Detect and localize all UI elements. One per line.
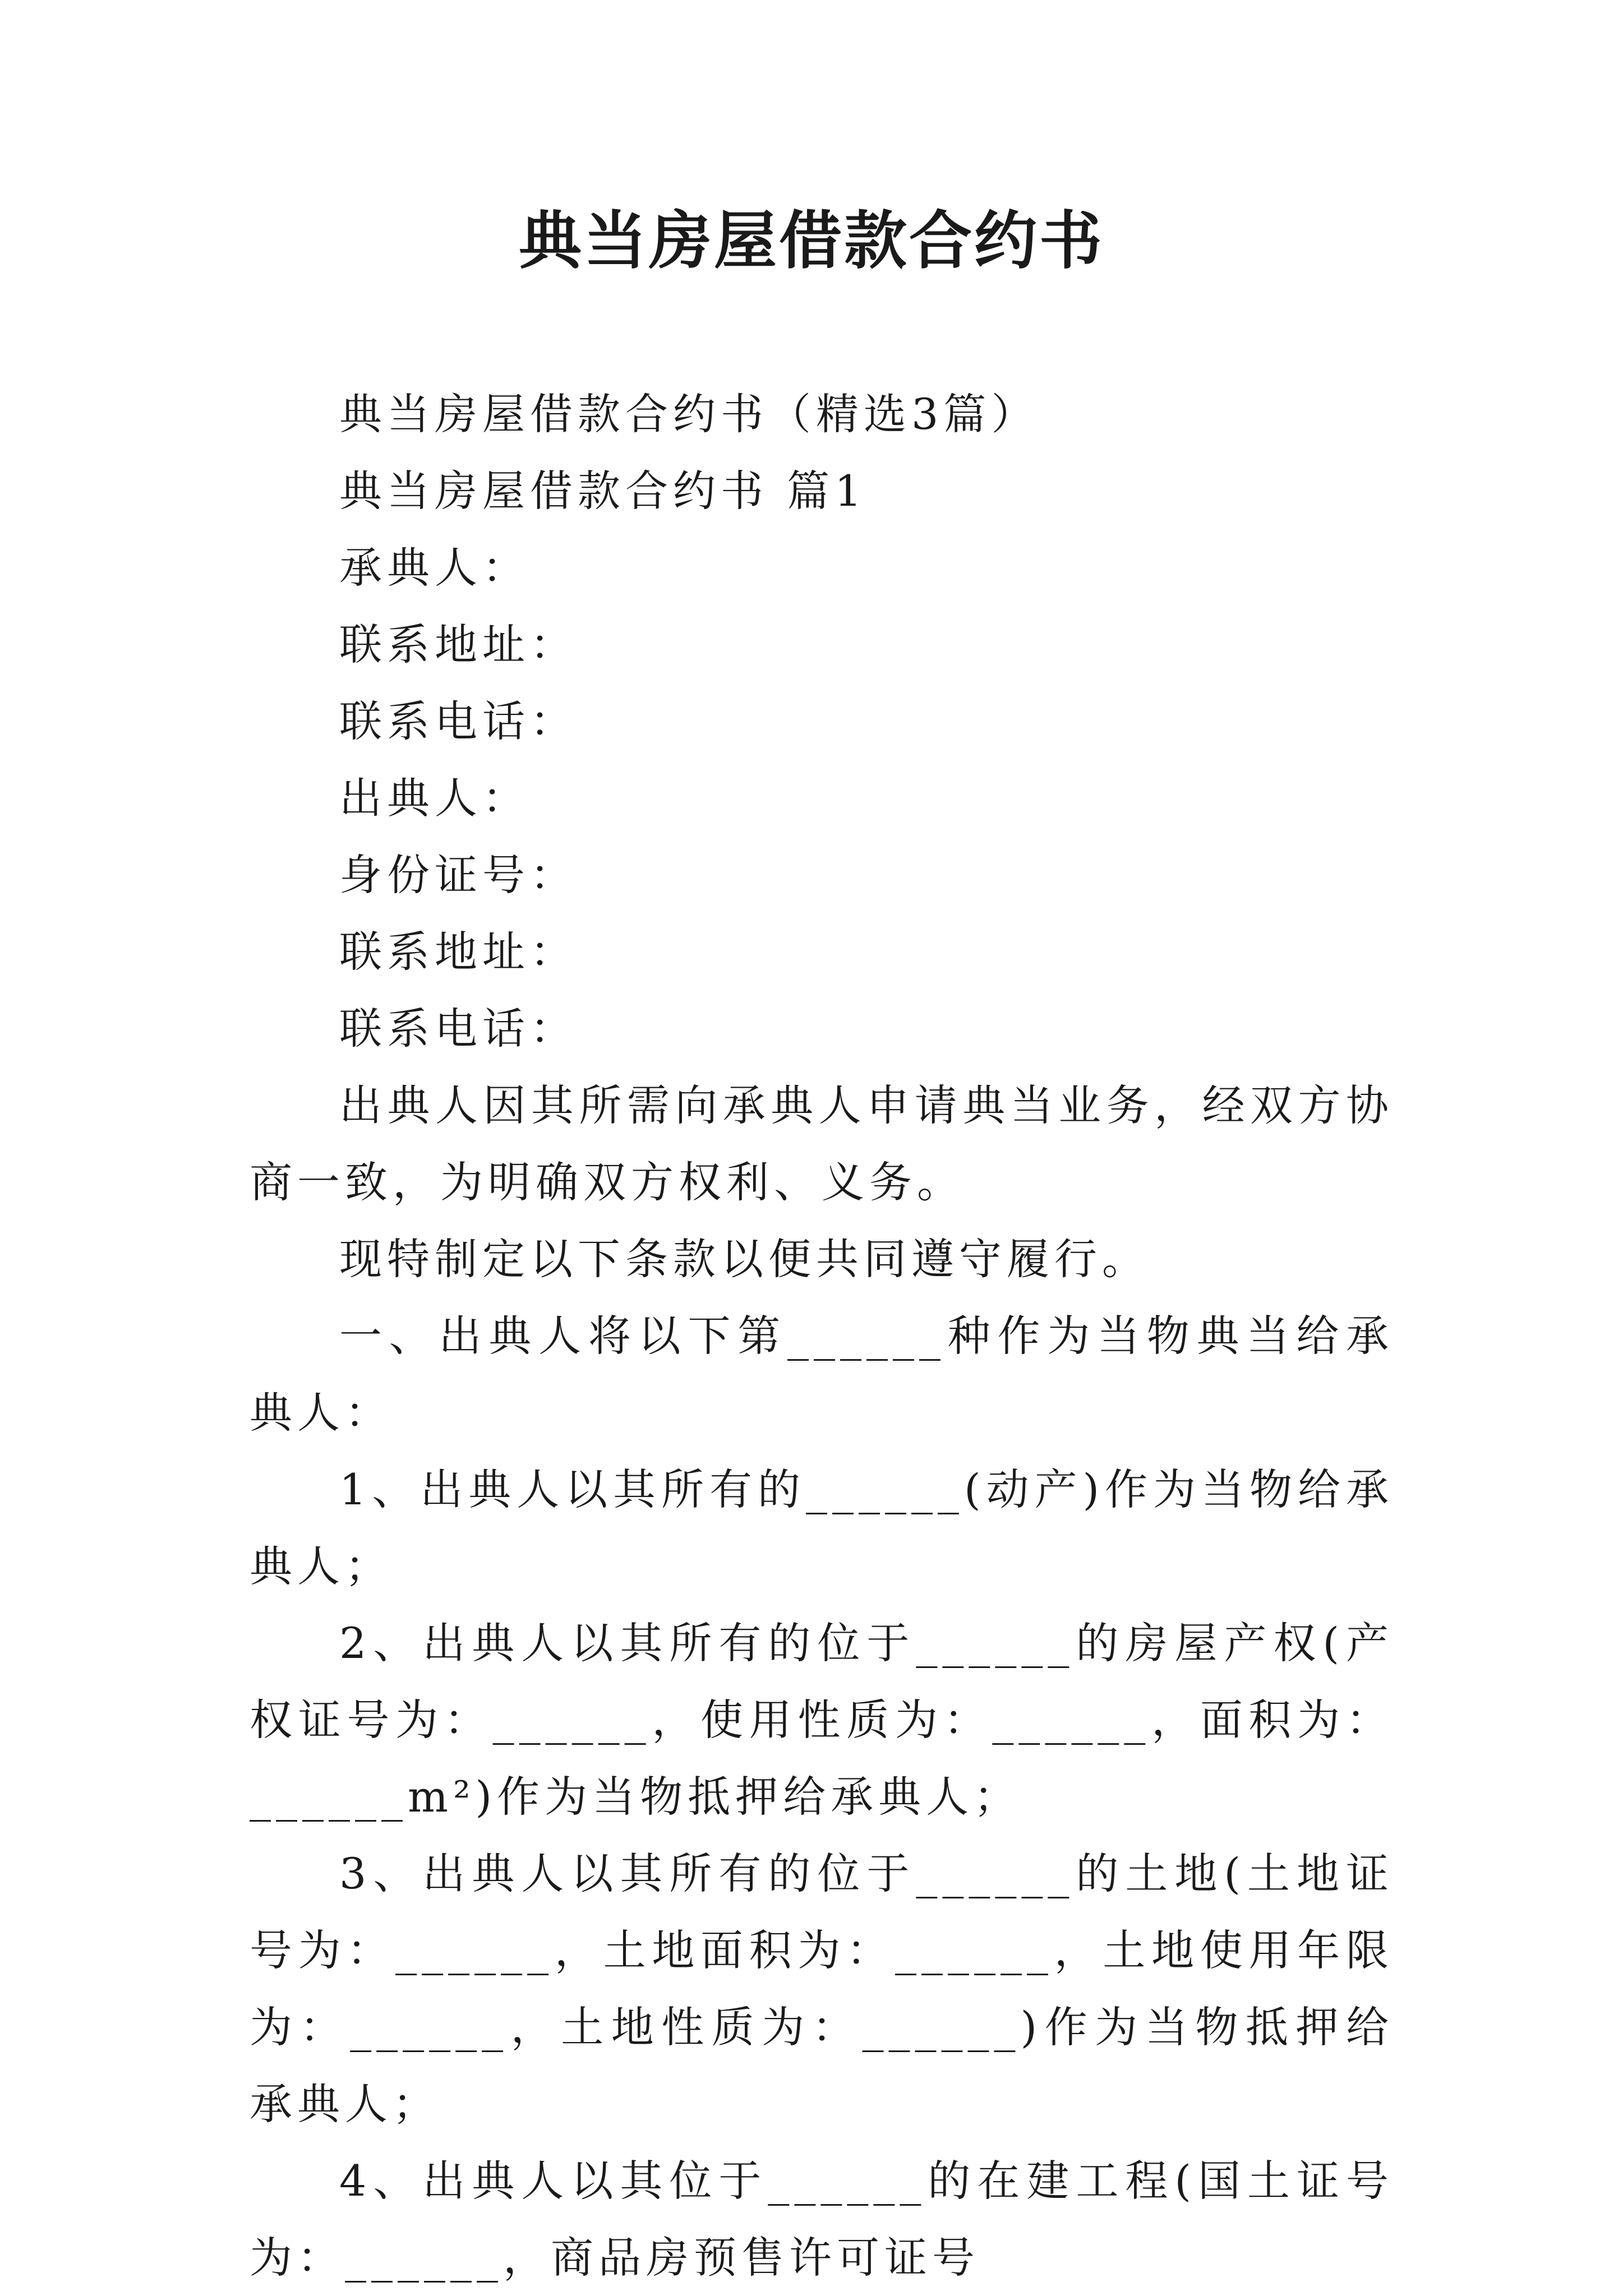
clause-1-item-4: 4、出典人以其位于______的在建工程(国土证号为：______，商品房预售许可证号 (250, 2156, 1394, 2283)
field-pawnor-address: 联系地址： (339, 927, 578, 977)
clause-1-item-3: 3、出典人以其所有的位于______的土地(土地证号为：______，土地面积为：______，土地使用年限为：______，土地性质为：______)作为当物抵押给承典人； (250, 1849, 1394, 2129)
document-body (250, 376, 1394, 2296)
clause-1: 一、出典人将以下第______种作为当物典当给承典人： (250, 1311, 1394, 1438)
paragraph-preamble: 出典人因其所需向承典人申请典当业务，经双方协商一致，为明确双方权利、义务。 (250, 1080, 1394, 1207)
document-title: 典当房屋借款合约书 (519, 204, 1104, 278)
paragraph-intro: 现特制定以下条款以便共同遵守履行。 (339, 1234, 1150, 1284)
field-pawnee-phone: 联系电话： (339, 696, 578, 746)
paragraph-section-heading: 典当房屋借款合约书 篇1 (339, 466, 867, 516)
field-pawnee-address: 联系地址： (339, 620, 578, 669)
field-pawnee: 承典人： (339, 543, 530, 593)
clause-1-item-2: 2、出典人以其所有的位于______的房屋产权(产权证号为：______，使用性质为：______，面积为：______m²)作为当物抵押给承典人； (250, 1618, 1394, 1822)
field-pawnor: 出典人： (339, 773, 530, 823)
field-pawnor-id: 身份证号： (339, 850, 578, 900)
field-pawnor-phone: 联系电话： (339, 1004, 578, 1054)
paragraph-subtitle: 典当房屋借款合约书（精选3篇） (339, 389, 1039, 439)
clause-1-item-1: 1、出典人以其所有的______(动产)作为当物给承典人； (250, 1465, 1394, 1591)
